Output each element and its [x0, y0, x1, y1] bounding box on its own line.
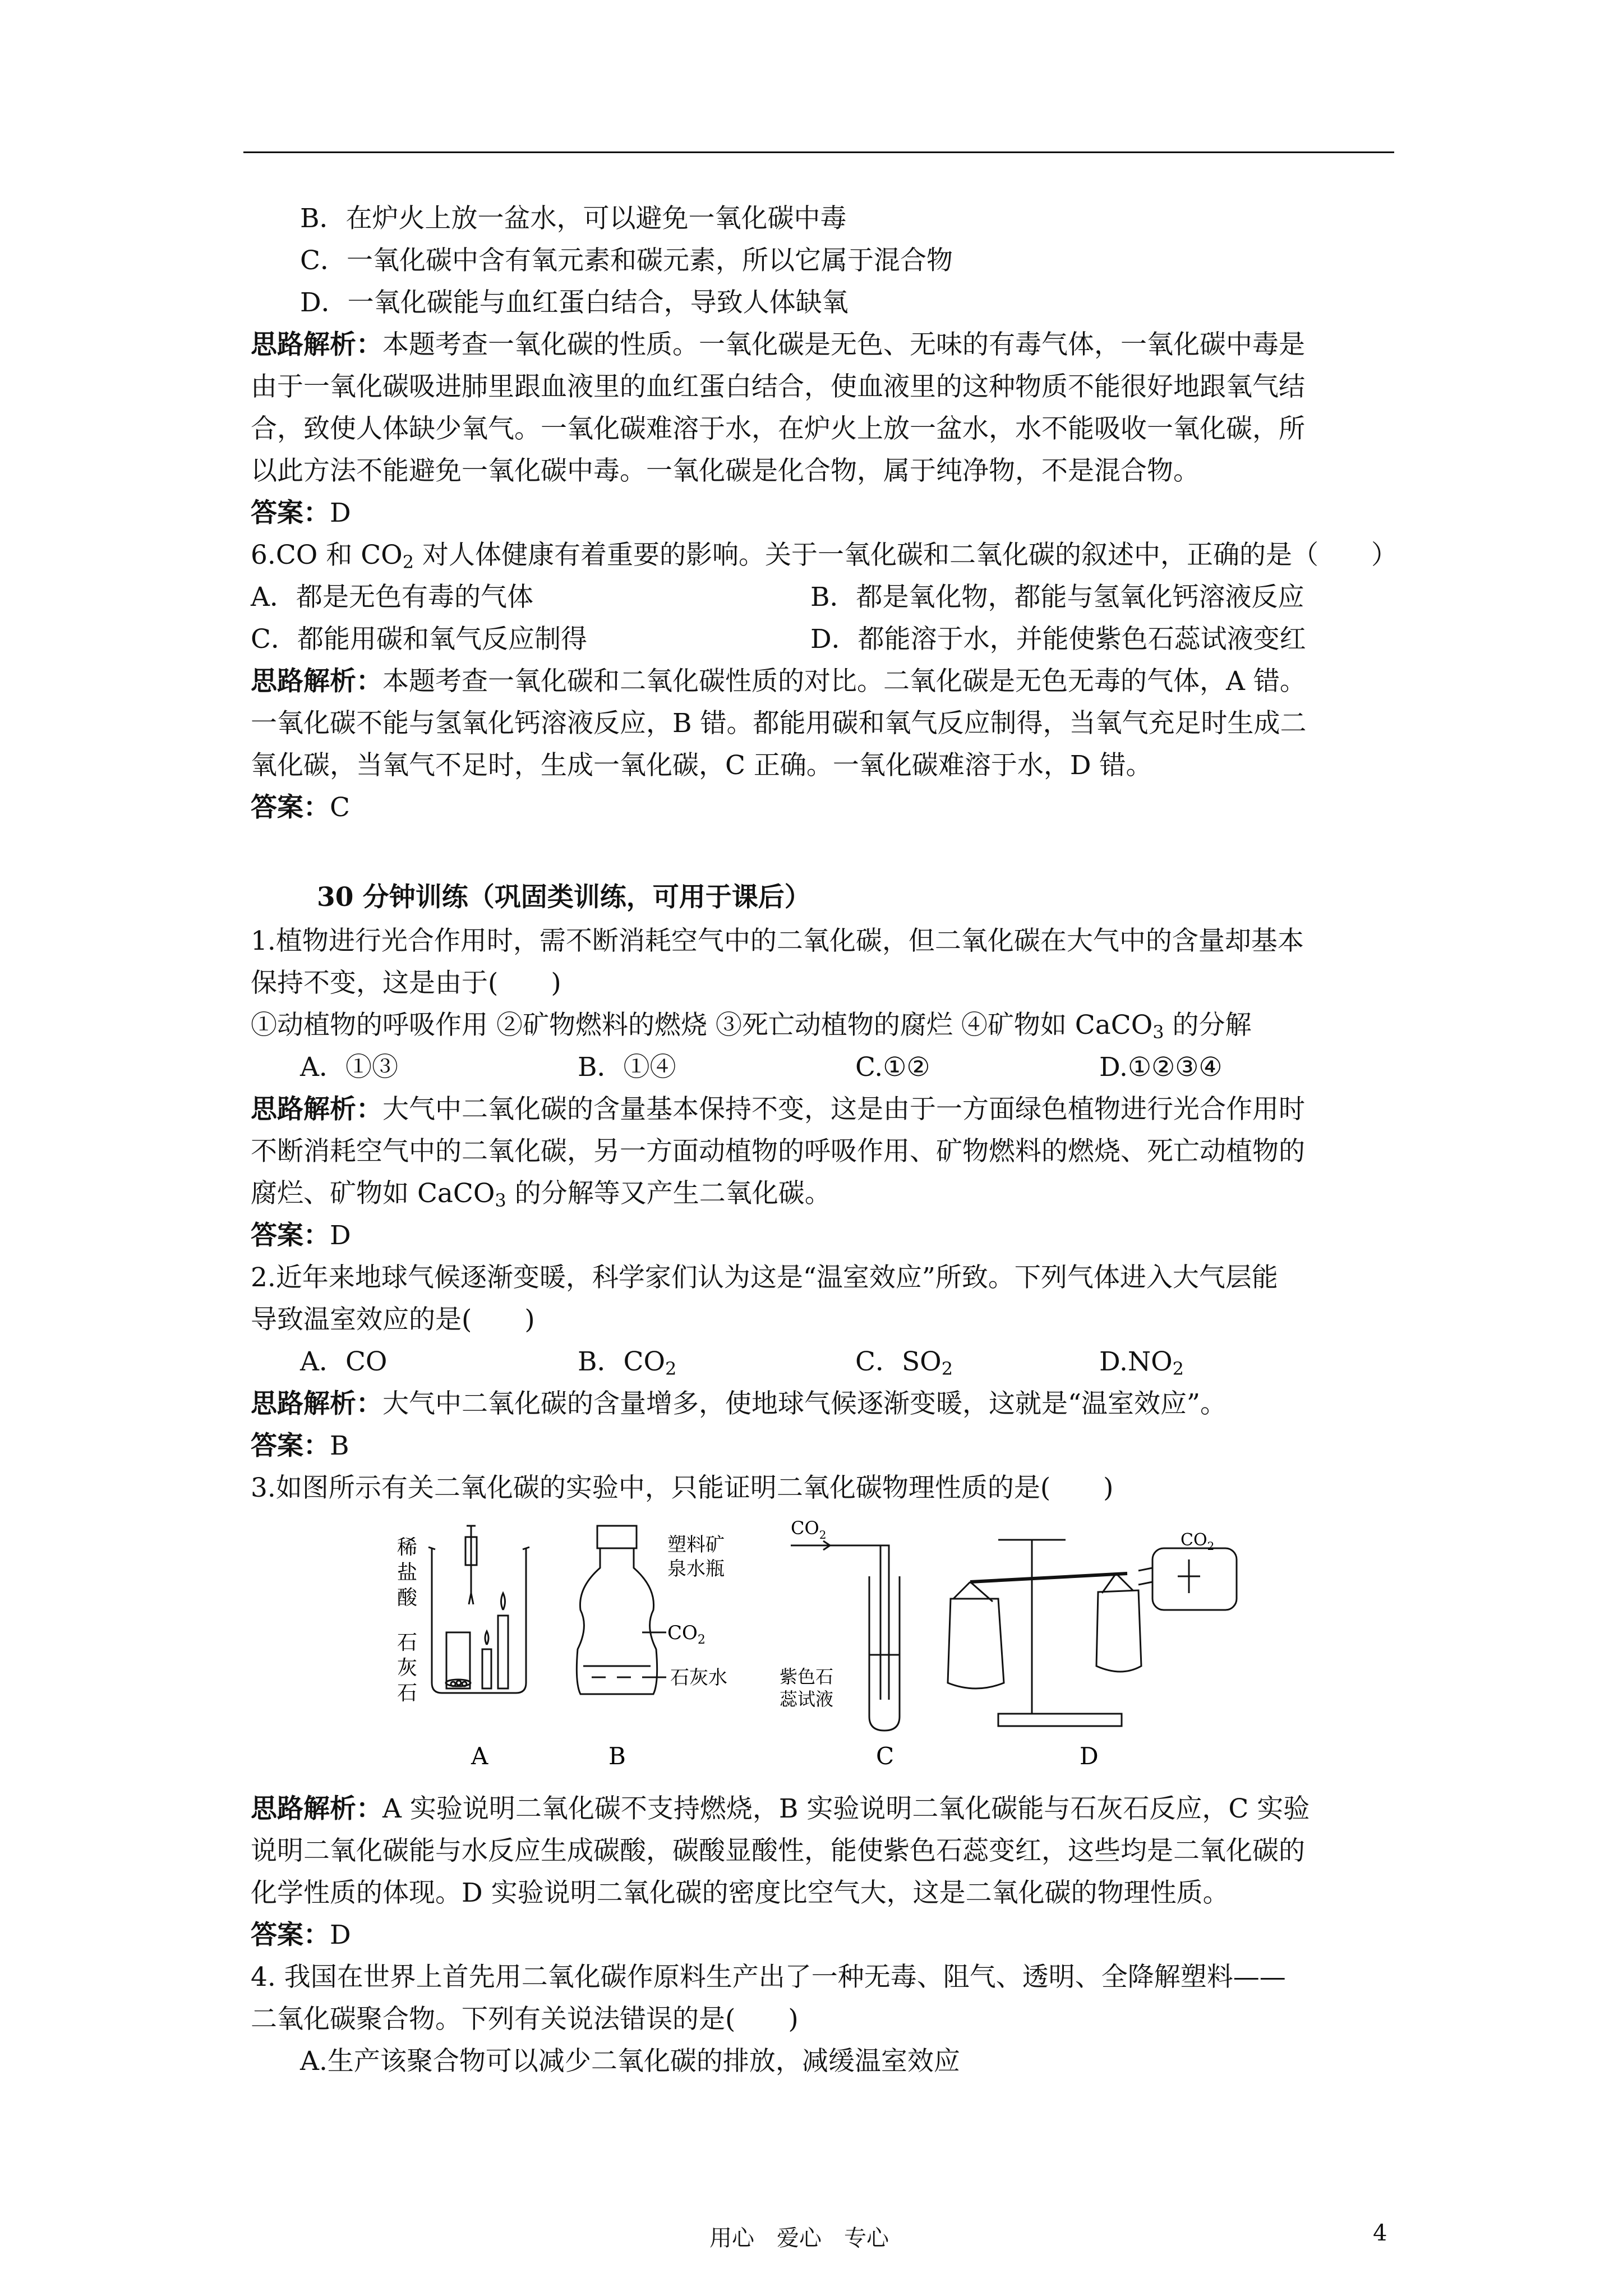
section-title: 30 分钟训练（巩固类训练，可用于课后）	[317, 882, 811, 913]
figure-b-limewater: 石灰水	[670, 1667, 727, 1689]
analysis-label: 思路解析：	[251, 329, 382, 360]
q2-option-a: A．CO	[300, 1346, 388, 1377]
q1-answer: 答案：D	[251, 1220, 351, 1251]
prev-option-b: B．在炉火上放一盆水，可以避免一氧化碳中毒	[300, 203, 847, 234]
q2-option-b: B．$CO_2$	[578, 1346, 677, 1379]
q6-option-b: B．都是氧化物，都能与氢氧化钙溶液反应	[810, 582, 1304, 613]
q6-answer: 答案：C	[251, 792, 350, 823]
q1-option-b: B．①④	[578, 1052, 676, 1083]
header-rule	[243, 151, 1394, 153]
q6-option-a: A．都是无色有毒的气体	[251, 582, 533, 613]
q1-stem-line-2: 保持不变，这是由于( )	[251, 968, 561, 999]
figure-d-co2: $CO_2$	[1181, 1530, 1215, 1553]
figure-a-label-1: 稀	[397, 1536, 418, 1559]
figure-b-label-1: 塑料矿	[667, 1534, 725, 1556]
figure-caption-a: A	[471, 1742, 488, 1770]
q2-stem-line-1: 2.近年来地球气候逐渐变暖，科学家们认为这是“温室效应”所致。下列气体进入大气层能	[251, 1262, 1278, 1293]
figure-caption-d: D	[1080, 1742, 1099, 1770]
figure-c-co2: $CO_2$	[791, 1517, 827, 1542]
q3-analysis-line-2: 说明二氧化碳能与水反应生成碳酸，碳酸显酸性，能使紫色石蕊变红，这些均是二氧化碳的	[251, 1835, 1305, 1866]
prev-analysis-line-3: 合，致使人体缺少氧气。一氧化碳难溶于水，在炉火上放一盆水，水不能吸收一氧化碳，所	[251, 413, 1305, 444]
figure-caption-c: C	[876, 1742, 895, 1770]
q1-option-a: A．①③	[300, 1052, 398, 1083]
prev-analysis-line-4: 以此方法不能避免一氧化碳中毒。一氧化碳是化合物，属于纯净物，不是混合物。	[251, 455, 1200, 486]
q6-analysis-line-3: 氧化碳，当氧气不足时，生成一氧化碳，C 正确。一氧化碳难溶于水，D 错。	[251, 750, 1152, 781]
q2-stem-line-2: 导致温室效应的是( )	[251, 1304, 535, 1335]
q6-option-c: C．都能用碳和氧气反应制得	[251, 624, 587, 655]
q3-answer: 答案：D	[251, 1920, 351, 1950]
figure-a-label-6: 石	[397, 1682, 418, 1705]
prev-answer: 答案：D	[251, 498, 351, 528]
q1-analysis-line-1: 思路解析：大气中二氧化碳的含量基本保持不变，这是由于一方面绿色植物进行光合作用时	[251, 1094, 1305, 1125]
q2-option-d: $D.NO_2$	[1099, 1346, 1184, 1379]
figure-b-co2: $CO_2$	[667, 1622, 706, 1647]
q3-analysis-line-1: 思路解析：A 实验说明二氧化碳不支持燃烧，B 实验说明二氧化碳能与石灰石反应，C 实验	[251, 1793, 1310, 1824]
q1-stem-line-1: 1.植物进行光合作用时，需不断消耗空气中的二氧化碳，但二氧化碳在大气中的含量却基本	[251, 926, 1304, 956]
q3-analysis-line-3: 化学性质的体现。D 实验说明二氧化碳的密度比空气大，这是二氧化碳的物理性质。	[251, 1878, 1229, 1908]
q6-option-d: D．都能溶于水，并能使紫色石蕊试液变红	[810, 624, 1306, 655]
q6-analysis-line-2: 一氧化碳不能与氢氧化钙溶液反应，B 错。都能用碳和氧气反应制得，当氧气充足时生成二	[251, 708, 1307, 739]
q1-option-c: C.①②	[855, 1052, 930, 1083]
prev-analysis-line-1: 思路解析：本题考查一氧化碳的性质。一氧化碳是无色、无味的有毒气体，一氧化碳中毒是	[251, 329, 1305, 360]
q4-stem-line-2: 二氧化碳聚合物。下列有关说法错误的是( )	[251, 2004, 799, 2035]
figure-a-label-5: 灰	[397, 1657, 418, 1680]
q1-analysis-line-2: 不断消耗空气中的二氧化碳，另一方面动植物的呼吸作用、矿物燃料的燃烧、死亡动植物的	[251, 1136, 1305, 1167]
q6-stem: 6.CO 和 $CO_2$ 对人体健康有着重要的影响。关于一氧化碳和二氧化碳的叙述中，正确的是（ ）	[251, 540, 1398, 573]
q1-items: ①动植物的呼吸作用 ②矿物燃料的燃烧 ③死亡动植物的腐烂 ④矿物如 CaCO$_3$ 的分解	[251, 1010, 1252, 1043]
figure-a-label-3: 酸	[397, 1586, 418, 1609]
figure-b-label-2: 泉水瓶	[667, 1558, 725, 1580]
q6-analysis-line-1: 思路解析：本题考查一氧化碳和二氧化碳性质的对比。二氧化碳是无色无毒的气体，A 错。	[251, 666, 1306, 697]
q1-analysis-line-3: 腐烂、矿物如 CaCO$_3$ 的分解等又产生二氧化碳。	[251, 1178, 831, 1211]
figure-a-label-4: 石	[397, 1631, 418, 1654]
figure-c-label-1: 紫色石	[780, 1666, 834, 1687]
q2-analysis-line-1: 思路解析：大气中二氧化碳的含量增多，使地球气候逐渐变暖，这就是“温室效应”。	[251, 1388, 1227, 1419]
figure-caption-b: B	[608, 1742, 626, 1770]
prev-analysis-line-2: 由于一氧化碳吸进肺里跟血液里的血红蛋白结合，使血液里的这种物质不能很好地跟氧气结	[251, 371, 1305, 402]
q4-option-a: A.生产该聚合物可以减少二氧化碳的排放，减缓温室效应	[300, 2046, 960, 2077]
figure-b-bottle	[577, 1526, 657, 1694]
q2-answer: 答案：B	[251, 1430, 349, 1461]
experiment-figure	[387, 1515, 1245, 1778]
q1-option-d: D.①②③④	[1099, 1052, 1223, 1083]
figure-a-beaker	[428, 1526, 529, 1693]
prev-option-d: D．一氧化碳能与血红蛋白结合，导致人体缺氧	[300, 287, 849, 318]
figure-d-balance	[948, 1540, 1237, 1726]
page-number: 4	[1373, 2220, 1387, 2246]
q4-stem-line-1: 4. 我国在世界上首先用二氧化碳作原料生产出了一种无毒、阻气、透明、全降解塑料——	[251, 1962, 1286, 1993]
q3-stem: 3.如图所示有关二氧化碳的实验中，只能证明二氧化碳物理性质的是( )	[251, 1473, 1114, 1503]
footer-slogan: 用心 爱心 专心	[709, 2225, 889, 2251]
figure-c-label-2: 蕊试液	[780, 1688, 834, 1710]
prev-option-c: C．一氧化碳中含有氧元素和碳元素，所以它属于混合物	[300, 245, 953, 276]
q2-option-c: C．$SO_2$	[855, 1346, 953, 1379]
figure-a-label-2: 盐	[397, 1561, 418, 1584]
